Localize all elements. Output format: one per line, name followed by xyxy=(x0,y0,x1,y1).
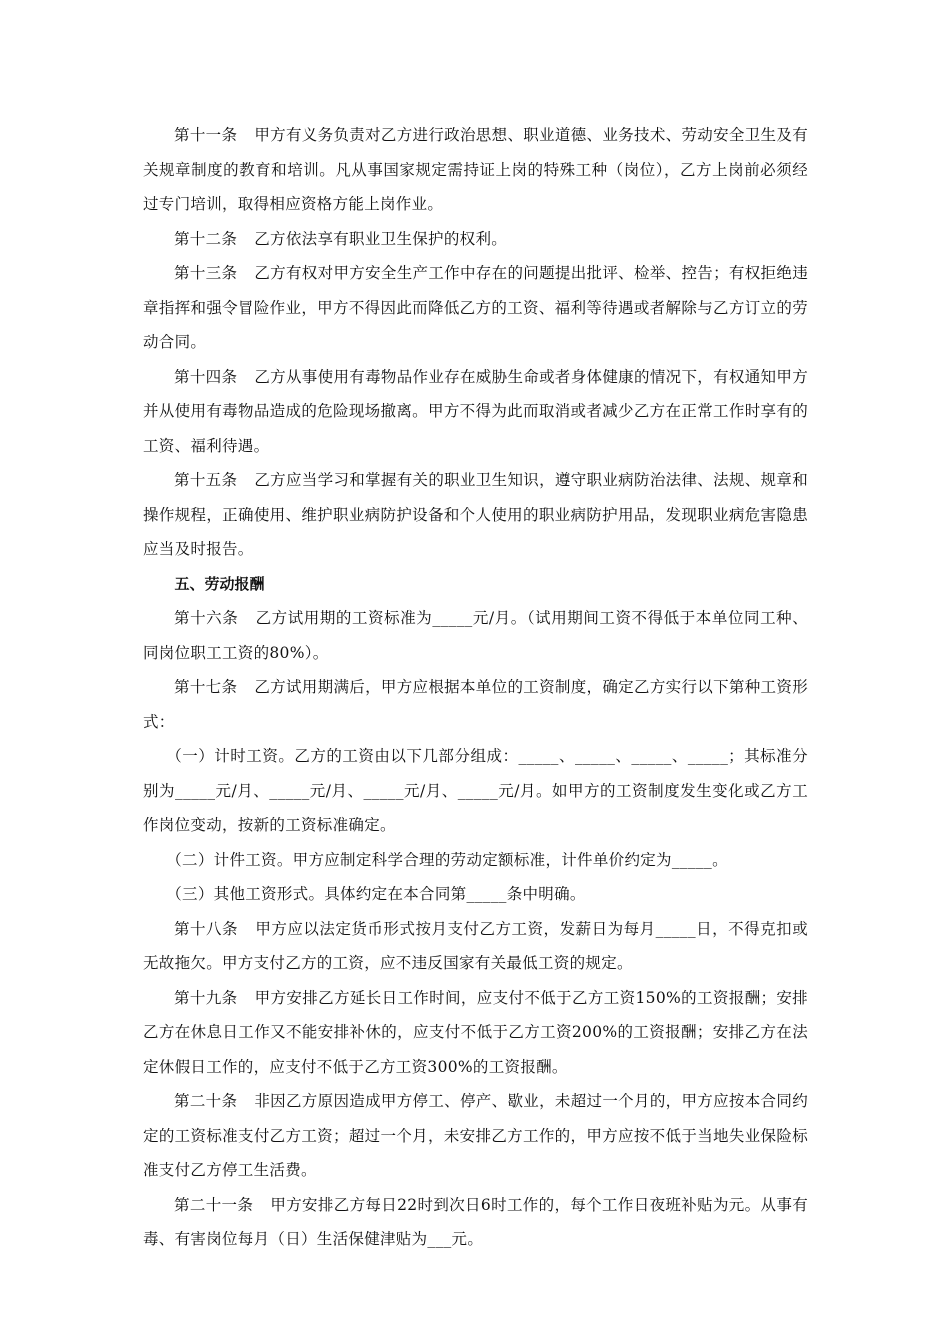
article-text: 乙方有权对甲方安全生产工作中存在的问题提出批评、检举、控告；有权拒绝违章指挥和强令冒险作业，甲方不得因此而降低乙方的工资、福利等待遇或者解除与乙方订立的劳动合同。 xyxy=(143,264,808,351)
article-number: 第二十一条 xyxy=(174,1195,254,1214)
article-text: 甲方有义务负责对乙方进行政治思想、职业道德、业务技术、劳动安全卫生及有关规章制度的教育和培训。凡从事国家规定需持证上岗的特殊工种（岗位），乙方上岗前必须经过专门培训，取得相应资格方能上岗作业。 xyxy=(143,126,808,213)
article-number: 第十一条 xyxy=(174,126,238,144)
article-number: 第十四条 xyxy=(174,367,238,386)
article-text: 甲方安排乙方延长日工作时间，应支付不低于乙方工资150%的工资报酬；安排乙方在休息日工作又不能安排补休的，应支付不低于乙方工资200%的工资报酬；安排乙方在法定休假日工作的，应支付不低于乙方工资300%的工资报酬。 xyxy=(143,988,808,1076)
article-number: 第十三条 xyxy=(174,264,238,282)
article-number: 第十六条 xyxy=(174,609,239,627)
article-20 xyxy=(143,1084,808,1188)
article-number: 第十八条 xyxy=(174,919,239,938)
article-text: 乙方试用期满后，甲方应根据本单位的工资制度，确定乙方实行以下第种工资形式： xyxy=(143,678,808,731)
article-number: 第二十条 xyxy=(174,1092,238,1110)
article-14 xyxy=(143,360,808,464)
article-text: 乙方依法享有职业卫生保护的权利。 xyxy=(254,229,508,248)
article-number: 第十二条 xyxy=(174,229,238,248)
article-11 xyxy=(143,118,808,222)
article-text: 乙方应当学习和掌握有关的职业卫生知识，遵守职业病防治法律、法规、规章和操作规程，正确使用、维护职业病防护设备和个人使用的职业病防护用品，发现职业病危害隐患应当及时报告。 xyxy=(143,471,808,558)
article-18 xyxy=(143,912,808,981)
wage-form-item-1: （一）计时工资。乙方的工资由以下几部分组成：_____、_____、_____、_____；其标准分别为_____元/月、_____元/月、_____元/月、_____元/月。如甲方的工资制度发生变化或乙方工作岗位变动，按新的工资标准确定。 xyxy=(143,747,808,834)
wage-form-item-3: （三）其他工资形式。具体约定在本合同第_____条中明确。 xyxy=(166,885,586,903)
article-number: 第十七条 xyxy=(174,678,238,696)
article-19 xyxy=(143,981,808,1085)
article-text: 甲方安排乙方每日22时到次日6时工作的，每个工作日夜班补贴为元。从事有毒、有害岗位每月（日）生活保健津贴为___元。 xyxy=(143,1195,808,1248)
article-text: 乙方试用期的工资标准为_____元/月。（试用期间工资不得低于本单位同工种、同岗位职工工资的80%）。 xyxy=(143,609,809,662)
article-21 xyxy=(143,1188,808,1257)
section-heading-remuneration: 五、劳动报酬 xyxy=(174,574,265,593)
article-13 xyxy=(143,256,808,360)
article-text: 乙方从事使用有毒物品作业存在威胁生命或者身体健康的情况下，有权通知甲方并从使用有毒物品造成的危险现场撤离。甲方不得为此而取消或者减少乙方在正常工作时享有的工资、福利待遇。 xyxy=(143,367,808,455)
article-15 xyxy=(143,463,808,567)
contract-page xyxy=(143,118,808,1257)
article-number: 第十九条 xyxy=(174,988,238,1007)
article-16 xyxy=(143,601,808,670)
article-12 xyxy=(143,222,808,257)
article-17 xyxy=(143,670,808,739)
article-text: 甲方应以法定货币形式按月支付乙方工资，发薪日为每月_____日，不得克扣或无故拖欠。甲方支付乙方的工资，应不违反国家有关最低工资的规定。 xyxy=(143,919,808,972)
article-number: 第十五条 xyxy=(174,471,238,489)
wage-form-item-2: （二）计件工资。甲方应制定科学合理的劳动定额标准，计件单价约定为_____。 xyxy=(166,850,728,869)
article-text: 非因乙方原因造成甲方停工、停产、歇业，未超过一个月的，甲方应按本合同约定的工资标准支付乙方工资；超过一个月，未安排乙方工作的，甲方应按不低于当地失业保险标准支付乙方停工生活费。 xyxy=(143,1092,808,1179)
